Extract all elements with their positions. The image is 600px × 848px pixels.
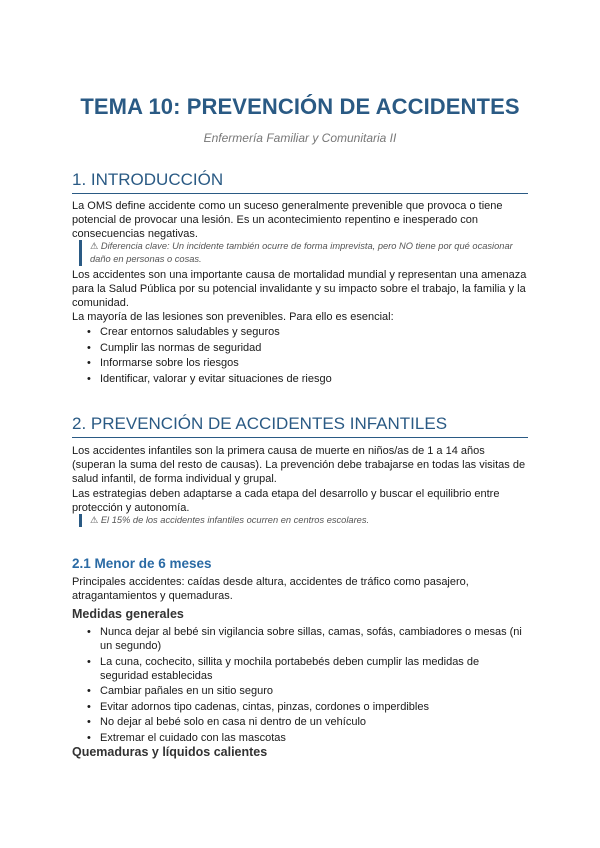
list-item: • Identificar, valorar y evitar situaciones de riesgo	[87, 372, 332, 385]
bullet-icon: •	[87, 626, 91, 638]
section-2-1-heading: 2.1 Menor de 6 meses	[72, 556, 212, 571]
list-item: • Cumplir las normas de seguridad	[87, 341, 262, 354]
list-item: • Crear entornos saludables y seguros	[87, 326, 280, 338]
section-1-heading: 1. INTRODUCCIÓN	[72, 170, 528, 194]
bullet-icon: •	[87, 341, 91, 354]
section-2-1-paragraph-1: Principales accidentes: caídas desde altura, accidentes de tráfico como pasajero, atragantamientos y quemaduras.	[72, 576, 469, 602]
section-1-paragraph-3: La mayoría de las lesiones son prevenibles. Para ello es esencial:	[72, 311, 394, 323]
document-subtitle: Enfermería Familiar y Comunitaria II	[203, 131, 397, 145]
document-title: TEMA 10: PREVENCIÓN DE ACCIDENTES	[80, 94, 520, 119]
bullet-icon: •	[87, 655, 91, 668]
list-item: • Extremar el cuidado con las mascotas	[87, 731, 286, 744]
bullet-icon: •	[87, 326, 91, 338]
bullet-icon: •	[87, 700, 91, 713]
list-item: • No dejar al bebé solo en casa ni dentro de un vehículo	[87, 716, 367, 728]
section-2-heading: 2. PREVENCIÓN DE ACCIDENTES INFANTILES	[72, 414, 528, 438]
list-item: • Nunca dejar al bebé sin vigilancia sobre sillas, camas, sofás, cambiadores o mesas (ni un segundo)	[87, 626, 522, 652]
bullet-icon: •	[87, 685, 91, 697]
medidas-generales-list	[72, 625, 528, 746]
list-item: • Informarse sobre los riesgos	[87, 357, 239, 369]
medidas-generales-heading: Medidas generales	[72, 607, 184, 621]
section-2-note: ⚠ El 15% de los accidentes infantiles ocurren en centros escolares.	[79, 514, 530, 527]
section-1-note: ⚠ Diferencia clave: Un incidente también ocurre de forma imprevista, pero NO tiene por qué ocasionar daño en personas o cosas.	[79, 240, 530, 266]
section-2-paragraph-2: Las estrategias deben adaptarse a cada etapa del desarrollo y buscar el equilibrio entre protección y autonomía.	[72, 488, 500, 514]
quemaduras-heading: Quemaduras y líquidos calientes	[72, 745, 268, 759]
bullet-icon: •	[87, 716, 91, 728]
list-item: • Evitar adornos tipo cadenas, cintas, pinzas, cordones o imperdibles	[87, 700, 429, 713]
bullet-icon: •	[87, 357, 91, 369]
section-1-paragraph-1: La OMS define accidente como un suceso generalmente prevenible que provoca o tiene potencial de provocar una lesión. Es un acontecimiento repentino e inesperado con consecuencias negativas.	[72, 200, 503, 240]
section-1-paragraph-2: Los accidentes son una importante causa de mortalidad mundial y representan una amenaza para la Salud Pública por su potencial invalidante y su impacto sobre el trabajo, la familia y la comunidad.	[72, 269, 527, 309]
section-2-paragraph-1: Los accidentes infantiles son la primera causa de muerte en niños/as de 1 a 14 años (superan la suma del resto de causas). La prevención debe trabajarse en todas las visitas de salud infantil, de forma individual y grupal.	[72, 445, 526, 485]
bullet-icon: •	[87, 372, 91, 385]
section-1-list	[72, 325, 528, 387]
bullet-icon: •	[87, 731, 91, 744]
list-item: • La cuna, cochecito, sillita y mochila portabebés deben cumplir las medidas de seguridad establecidas	[87, 655, 480, 682]
list-item: • Cambiar pañales en un sitio seguro	[87, 685, 274, 697]
